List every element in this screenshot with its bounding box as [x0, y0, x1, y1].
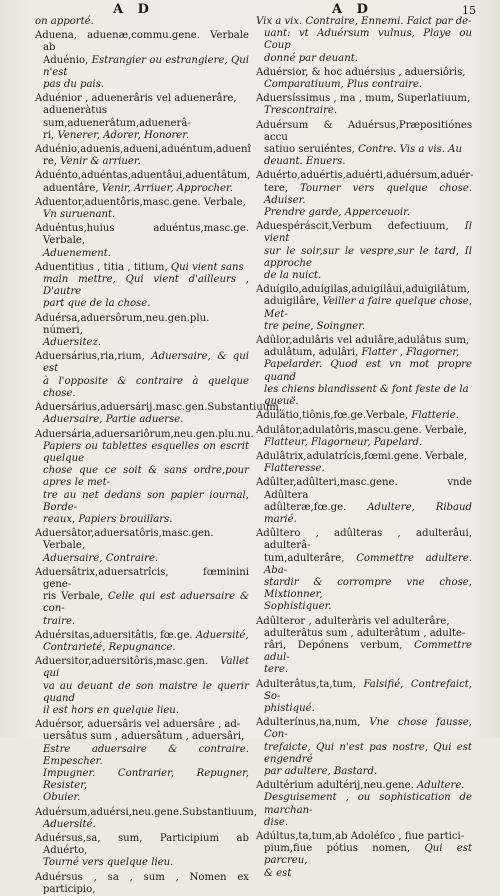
- entry-latin-text: Aduersárius,aduersárij.masc.gen.Substantiuum,: [35, 402, 283, 414]
- dictionary-entry: [256, 616, 472, 677]
- dictionary-entry: [35, 402, 283, 426]
- entry-french-gloss: Vne chose fausse, Con- trefaicte, Qui n'est pas nostre, Qui est engendré par adultere, Bastard.: [264, 717, 472, 777]
- entry-latin-text: Adûlteror , adulteràris vel adulterâre, adulterâtus sum , adulterâtum , adulte- râri, Depónens verbum,: [256, 615, 466, 651]
- left-column: [35, 16, 283, 895]
- entry-latin-text: Aduígilo,aduígilas,aduigilâui,aduigilâtum, aduigilâre,: [256, 284, 470, 308]
- entry-latin-text: Adûlter,adûlteri,masc.gene. vnde Adûltera adûlteræ,fœ.ge.: [256, 477, 472, 513]
- entry-french-gloss: Estrangier ou estrangiere, Qui n'est pas du pais.: [43, 54, 249, 91]
- entry-french-gloss: Papiers ou tablettes esquelles on escrit quelque chose que ce soit & sans ordre,pour apres le met- tre au net dedans son papier iournal, Borde- reaux, Papiers brouillars.: [43, 440, 249, 525]
- entry-french-gloss: Flatter , Flagorner, Papelarder. Quod est vn mot propre quand les chiens blandissent & font feste de la queuë.: [264, 347, 472, 408]
- entry-latin-text: Aduérsus,sa, sum, Participium ab Aduérto,: [35, 833, 249, 857]
- entry-latin-text: Aduersíssimus , ma , mum, Superlatiuum,: [256, 93, 471, 105]
- entry-french-gloss: Flatteresse.: [264, 463, 325, 475]
- entry-latin-text: Adûlor,adulâris vel adulâre,adulâtus sum, adulâtum, adulâri,: [256, 335, 470, 359]
- dictionary-entry: [256, 284, 472, 333]
- entry-latin-text: Aduersitor,aduersitôris,masc.gen.: [35, 656, 209, 668]
- entry-french-gloss: Flatterie.: [411, 410, 459, 422]
- dictionary-entry: [35, 170, 249, 194]
- entry-latin-text: Aduespéráscit,Verbum defectiuum,: [256, 221, 449, 233]
- dictionary-entry: [35, 30, 249, 91]
- dictionary-entry: [256, 120, 472, 169]
- dictionary-entry: [256, 335, 472, 408]
- entry-latin-text: Aduérsum,aduérsi,neu.gene.Substantiuum,: [35, 806, 257, 818]
- entry-french-gloss: Aduersité, Contrarieté, Repugnance.: [43, 629, 249, 653]
- dictionary-entry: [35, 223, 249, 260]
- entry-latin-text: Aduentor,aduentôris,masc.gene. Verbale,: [35, 196, 246, 208]
- right-column: [256, 16, 474, 879]
- entry-latin-text: Aduersária,aduersariôrum,neu.gen.plu.nu.: [35, 428, 254, 440]
- entry-french-gloss: on apporté.: [35, 16, 94, 27]
- dictionary-entry: [35, 93, 249, 142]
- dictionary-entry: [35, 567, 249, 628]
- entry-french-gloss: Adultere, Ribaud marié.: [264, 501, 472, 525]
- dictionary-entry: [35, 313, 249, 350]
- entry-french-gloss: Venir, Arriuer, Approcher.: [101, 182, 233, 194]
- right-running-head: A D: [332, 2, 373, 17]
- entry-latin-text: Adulâtrix,adulatrícis,fœmi.gene. Verbale,: [256, 450, 468, 462]
- entry-french-gloss: Commettre adultere. Aba- stardir & corrompre vne chose, Mixtionner, Sophistiquer.: [264, 552, 472, 613]
- dictionary-entry: [256, 477, 472, 526]
- entry-latin-text: Aduentitius , titia , titium,: [35, 261, 168, 273]
- entry-latin-text: Aduérsum & Aduérsus,Præpositiónes accu satiuo seruiéntes,: [256, 119, 472, 156]
- entry-french-gloss: Flatteur, Flagorneur, Papelard.: [264, 436, 423, 448]
- entry-latin-text: Aduéntus,huius aduéntus,masc.ge. Verbale,: [35, 223, 249, 247]
- entry-latin-text: Adulterínus,na,num,: [256, 717, 361, 729]
- dictionary-entry: [35, 872, 249, 896]
- entry-latin-text: Adulâtor,adulatôris,mascu.gene. Verbale,: [256, 424, 467, 436]
- entry-latin-text: Adultérium adultérij,neu.gene.: [256, 780, 414, 792]
- entry-french-gloss: Falsifié, Contrefaict, So- phistiqué.: [264, 678, 472, 714]
- dictionary-entry: [256, 831, 472, 880]
- entry-latin-text: Aduersárius,ria,rium,: [35, 351, 145, 363]
- dictionary-entry: [35, 351, 249, 400]
- entry-french-gloss: Aduersitez.: [43, 337, 102, 349]
- entry-latin-text: Aduénio,aduenis,adueni,aduéntum,aduenî re,: [35, 144, 251, 168]
- entry-french-gloss: Trescontraire.: [264, 105, 338, 117]
- entry-french-gloss: Venerer, Adorer, Honorer.: [57, 129, 190, 141]
- entry-french-gloss: Tourner vers quelque chose. Aduiser. Prendre garde, Apperceuoir.: [264, 182, 472, 219]
- dictionary-entry: [256, 221, 472, 282]
- dictionary-entry: [256, 425, 472, 449]
- dictionary-entry: [256, 16, 472, 65]
- dictionary-entry: [256, 93, 472, 117]
- entry-latin-text: Aduénto,aduéntas,aduentâui,aduentâtum, aduentâre,: [35, 170, 251, 194]
- entry-french-gloss: Estre aduersaire & contraire. Empescher. Impugner. Contrarier, Repugner, Resister, Obuier.: [43, 743, 249, 804]
- entry-french-gloss: Celle qui est aduersaire & con- traire.: [43, 591, 249, 627]
- entry-french-gloss: Vallet qui va au deuant de son maistre le querir quand il est hors en quelque lieu.: [43, 656, 249, 716]
- entry-french-gloss: Contre. Vis a vis. Au deuant. Enuers.: [264, 144, 462, 168]
- entry-latin-text: Adulátio,tiônis,fœ.ge.Verbale,: [256, 410, 409, 422]
- dictionary-entry: [35, 833, 249, 870]
- left-running-head: A D: [113, 2, 154, 17]
- dictionary-entry: [35, 630, 249, 654]
- entry-latin-text: Aduénior , aduenerâris vel aduenerâre, adueneràtus sum,aduenerâtum,aduenerâ- ri,: [35, 93, 237, 141]
- entry-french-gloss: Vn suruenant.: [43, 209, 116, 221]
- dictionary-entry: [35, 806, 257, 831]
- page-number: 15: [462, 4, 476, 17]
- dictionary-entry: [256, 717, 472, 778]
- dictionary-entry: [35, 656, 249, 717]
- entry-latin-text: Aduena, aduenæ,commu.gene. Verbale ab Aduénio,: [35, 30, 249, 66]
- entry-french-gloss: Aduersaire, Partie aduerse.: [43, 414, 184, 426]
- entry-french-gloss: Aduersité.: [43, 818, 96, 830]
- dictionary-entry: [256, 67, 472, 91]
- dictionary-entry: [256, 410, 472, 422]
- dictionary-entry: [35, 197, 249, 221]
- entry-latin-text: Aduersâtrix,aduersatrîcis, fœminini gene- ris Verbale,: [35, 566, 249, 603]
- entry-french-gloss: Venir & arriuer.: [60, 156, 141, 168]
- entry-french-gloss: Veiller a faire quelque chose, Met- tre peine, Soingner.: [264, 296, 472, 332]
- entry-french-gloss: Il vient sur le soir,sur le vespre,sur le tard, Il approche de la nuict.: [264, 221, 472, 282]
- dictionary-entry: [256, 780, 472, 829]
- entry-latin-text: Aduérsitas,aduersitâtis, fœ.ge.: [35, 629, 193, 641]
- entry-french-gloss: Aduersaire, Contraire.: [43, 552, 159, 564]
- dictionary-entry: [35, 528, 249, 565]
- entry-french-gloss: Qui est parcreu, & est: [264, 843, 472, 879]
- entry-latin-text: Adûltero , adûlteras , adulterâui, adulterâ- tum,adulterâre,: [256, 528, 472, 564]
- entry-latin-text: Adúltus,ta,tum,ab Adoléſco , fiue partici- pium,fiue pótius nomen,: [256, 831, 465, 855]
- entry-latin-text: Adulterâtus,ta,tum,: [256, 678, 356, 690]
- entry-latin-text: Aduersâtor,aduersatôris,masc.gen. Verbale,: [35, 528, 214, 552]
- entry-french-gloss: Adultere. Desguisement , ou sophistication de marchan- dise.: [264, 780, 472, 828]
- entry-latin-text: Aduérsus , sa , sum , Nomen ex participio,: [35, 871, 249, 895]
- entry-latin-text: Aduérsa,aduersôrum,neu.gen.plu. númeri,: [35, 312, 210, 336]
- dictionary-entry: [35, 428, 254, 527]
- dictionary-entry: [256, 528, 472, 613]
- entry-latin-text: Aduérto,aduértis,aduérti,aduérsum,aduér- tere,: [256, 170, 474, 194]
- entry-french-gloss: Comparatiuum, Plus contraire.: [264, 79, 423, 91]
- entry-latin-text: Aduérsor, aduersâris vel aduersâre , ad- uersâtus sum , aduersâtum , aduersâri,: [35, 719, 245, 743]
- entry-french-gloss: Aduenement.: [43, 247, 112, 259]
- entry-french-gloss: Commettre adul- tere.: [264, 639, 472, 676]
- dictionary-entry: [35, 144, 249, 168]
- entry-french-gloss: Qui vient sans main mettre, Qui vient d'ailleurs , D'autre part que de la chose.: [43, 261, 249, 310]
- dictionary-entry: [35, 719, 249, 804]
- entry-latin-text: Aduérsior, & hoc aduérsius , aduersiôris,: [256, 66, 466, 78]
- dictionary-entry: [256, 451, 472, 475]
- entry-french-gloss: Tourné vers quelque lieu.: [43, 857, 174, 869]
- entry-french-gloss: Vix a vix. Contraire, Ennemi. Faict par de- uant: vt Aduérsum vulnus, Playe ou Coup donné par deuant.: [256, 16, 472, 64]
- dictionary-entry: [256, 679, 472, 716]
- dictionary-entry: [35, 16, 249, 28]
- dictionary-entry: [256, 170, 472, 219]
- entry-french-gloss: Aduersaire, & qui est à l'opposite & contraire à quelque chose.: [43, 351, 249, 399]
- dictionary-entry: [35, 262, 249, 311]
